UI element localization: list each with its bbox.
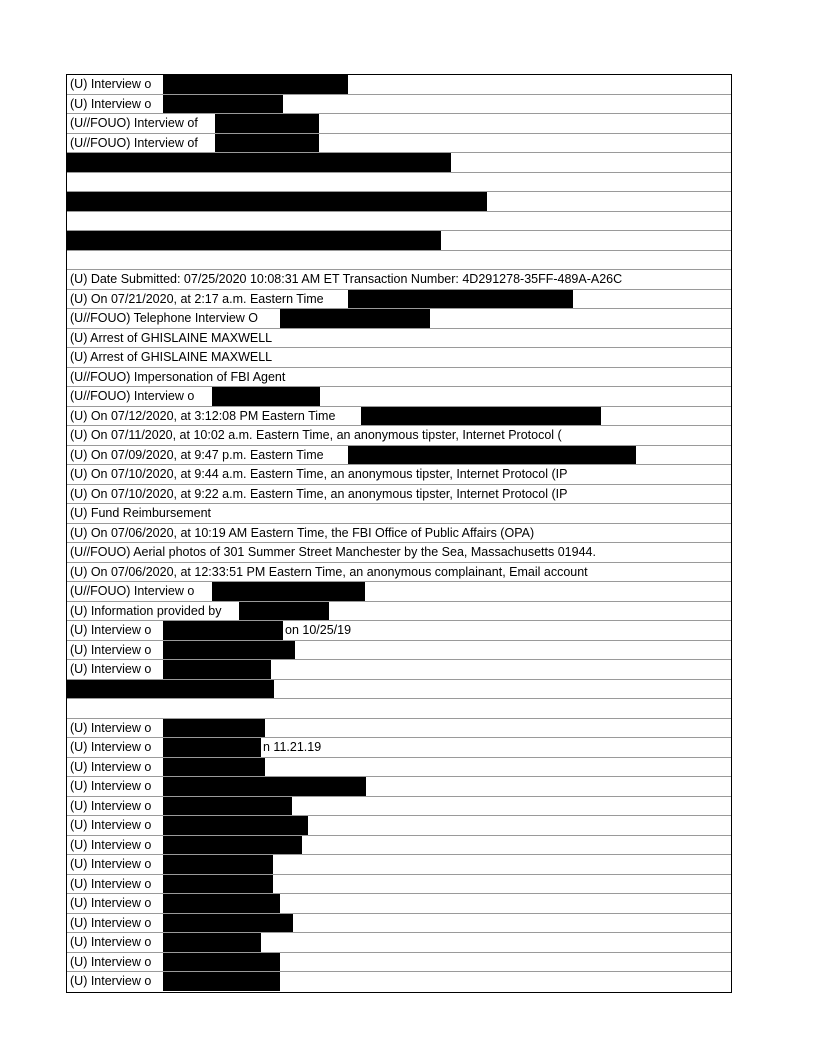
redaction-bar — [163, 660, 271, 679]
redaction-bar — [163, 953, 280, 972]
log-row-35 — [67, 738, 731, 758]
row-text-suffix: on 10/25/19 — [285, 623, 352, 637]
log-row-3 — [67, 114, 731, 134]
redaction-bar — [163, 914, 293, 933]
row-text: (U) Interview o — [70, 662, 152, 676]
row-text: (U) Interview o — [70, 896, 152, 910]
row-text: (U) Interview o — [70, 77, 152, 91]
redaction-bar — [163, 719, 265, 738]
log-row-31 — [67, 660, 731, 680]
log-row-2 — [67, 95, 731, 115]
row-text: (U) Interview o — [70, 798, 152, 813]
row-text: (U) On 07/21/2020, at 2:17 a.m. Eastern Time — [70, 291, 324, 306]
log-row-10 — [67, 251, 731, 271]
redaction-block — [67, 231, 441, 251]
log-row-25 — [67, 543, 731, 563]
row-text: (U) Interview o — [70, 740, 152, 754]
redaction-bar — [163, 816, 308, 835]
row-text: (U//FOUO) Telephone Interview O — [70, 311, 259, 325]
row-text: (U) Interview o — [70, 837, 152, 852]
redaction-bar — [212, 387, 320, 406]
row-text: (U//FOUO) Interview of — [70, 135, 198, 150]
redaction-bar — [348, 290, 573, 309]
row-text: (U) Interview o — [70, 974, 152, 988]
row-text: (U) On 07/10/2020, at 9:44 a.m. Eastern Time, an anonymous tipster, Internet Protocol (IP — [70, 467, 568, 481]
row-text: (U) Interview o — [70, 720, 152, 735]
log-row-5 — [67, 153, 731, 173]
redaction-block — [67, 192, 487, 212]
log-row-23 — [67, 504, 731, 524]
log-row-7 — [67, 192, 731, 212]
redaction-block — [67, 153, 451, 173]
log-row-37 — [67, 777, 731, 797]
redaction-bar — [163, 855, 273, 874]
row-text: (U//FOUO) Interview of — [70, 116, 198, 130]
row-text: (U) On 07/06/2020, at 10:19 AM Eastern Time, the FBI Office of Public Affairs (OPA) — [70, 525, 535, 540]
log-row-19 — [67, 426, 731, 446]
row-text: (U) On 07/12/2020, at 3:12:08 PM Eastern Time — [70, 408, 336, 423]
log-row-42 — [67, 875, 731, 895]
row-text: (U) Interview o — [70, 642, 152, 657]
redaction-bar — [348, 446, 636, 465]
row-text-suffix: n 11.21.19 — [263, 740, 322, 754]
log-row-17 — [67, 387, 731, 407]
log-row-12 — [67, 290, 731, 310]
redaction-bar — [163, 797, 292, 816]
row-text: (U) On 07/09/2020, at 9:47 p.m. Eastern Time — [70, 447, 324, 462]
row-text: (U) On 07/11/2020, at 10:02 a.m. Eastern Time, an anonymous tipster, Internet Protocol ( — [70, 428, 562, 442]
row-text: (U) Interview o — [70, 779, 152, 793]
row-text: (U) Fund Reimbursement — [70, 506, 212, 520]
redaction-bar — [215, 134, 319, 153]
row-text: (U) On 07/10/2020, at 9:22 a.m. Eastern Time, an anonymous tipster, Internet Protocol (IP — [70, 486, 568, 501]
log-row-20 — [67, 446, 731, 466]
log-row-24 — [67, 524, 731, 544]
redaction-bar — [280, 309, 430, 328]
log-row-43 — [67, 894, 731, 914]
row-text: (U) Interview o — [70, 759, 152, 774]
log-row-15 — [67, 348, 731, 368]
redaction-bar — [361, 407, 601, 426]
log-row-41 — [67, 855, 731, 875]
row-text: (U//FOUO) Interview o — [70, 389, 195, 403]
redaction-bar — [212, 582, 365, 601]
log-row-9 — [67, 231, 731, 251]
log-row-14 — [67, 329, 731, 349]
redaction-bar — [163, 95, 283, 114]
log-row-28 — [67, 602, 731, 622]
row-text: (U) Interview o — [70, 818, 152, 832]
log-row-44 — [67, 914, 731, 934]
row-text: (U) Interview o — [70, 876, 152, 891]
log-row-13 — [67, 309, 731, 329]
log-row-47 — [67, 972, 731, 992]
row-text: (U//FOUO) Interview o — [70, 584, 195, 598]
redaction-block — [67, 680, 274, 700]
log-row-40 — [67, 836, 731, 856]
redaction-bar — [163, 777, 366, 796]
row-text: (U) On 07/06/2020, at 12:33:51 PM Eastern Time, an anonymous complainant, Email account — [70, 564, 588, 579]
redaction-bar — [163, 641, 295, 660]
log-row-38 — [67, 797, 731, 817]
redaction-bar — [215, 114, 319, 133]
redaction-bar — [163, 933, 261, 952]
log-row-6 — [67, 173, 731, 193]
redaction-bar — [163, 758, 265, 777]
redaction-bar — [163, 75, 348, 94]
log-row-45 — [67, 933, 731, 953]
log-row-36 — [67, 758, 731, 778]
row-text: (U) Arrest of GHISLAINE MAXWELL — [70, 330, 273, 345]
row-text: (U) Interview o — [70, 915, 152, 930]
document-log-table — [66, 74, 732, 993]
redaction-bar — [163, 621, 283, 640]
row-text: (U) Date Submitted: 07/25/2020 10:08:31 AM ET Transaction Number: 4D291278-35FF-489A-A26C — [70, 272, 623, 286]
log-row-33 — [67, 699, 731, 719]
log-row-39 — [67, 816, 731, 836]
row-text: (U//FOUO) Aerial photos of 301 Summer Street Manchester by the Sea, Massachusetts 01944. — [70, 545, 596, 559]
log-row-29 — [67, 621, 731, 641]
log-row-11 — [67, 270, 731, 290]
log-row-22 — [67, 485, 731, 505]
row-text: (U) Interview o — [70, 857, 152, 871]
log-row-21 — [67, 465, 731, 485]
log-row-32 — [67, 680, 731, 700]
row-text: (U) Interview o — [70, 623, 152, 637]
redaction-bar — [163, 894, 280, 913]
log-row-26 — [67, 563, 731, 583]
log-row-16 — [67, 368, 731, 388]
log-row-18 — [67, 407, 731, 427]
redaction-bar — [163, 738, 261, 757]
redaction-bar — [163, 972, 280, 991]
redaction-bar — [163, 875, 273, 894]
log-row-8 — [67, 212, 731, 232]
row-text: (U//FOUO) Impersonation of FBI Agent — [70, 369, 286, 384]
log-row-30 — [67, 641, 731, 661]
row-text: (U) Interview o — [70, 935, 152, 949]
log-row-46 — [67, 953, 731, 973]
row-text: (U) Arrest of GHISLAINE MAXWELL — [70, 350, 273, 364]
log-row-4 — [67, 134, 731, 154]
redaction-bar — [239, 602, 329, 621]
row-text: (U) Interview o — [70, 96, 152, 111]
log-row-1 — [67, 75, 731, 95]
row-text: (U) Interview o — [70, 954, 152, 969]
log-row-27 — [67, 582, 731, 602]
log-row-34 — [67, 719, 731, 739]
row-text: (U) Information provided by — [70, 603, 222, 618]
redaction-bar — [163, 836, 302, 855]
